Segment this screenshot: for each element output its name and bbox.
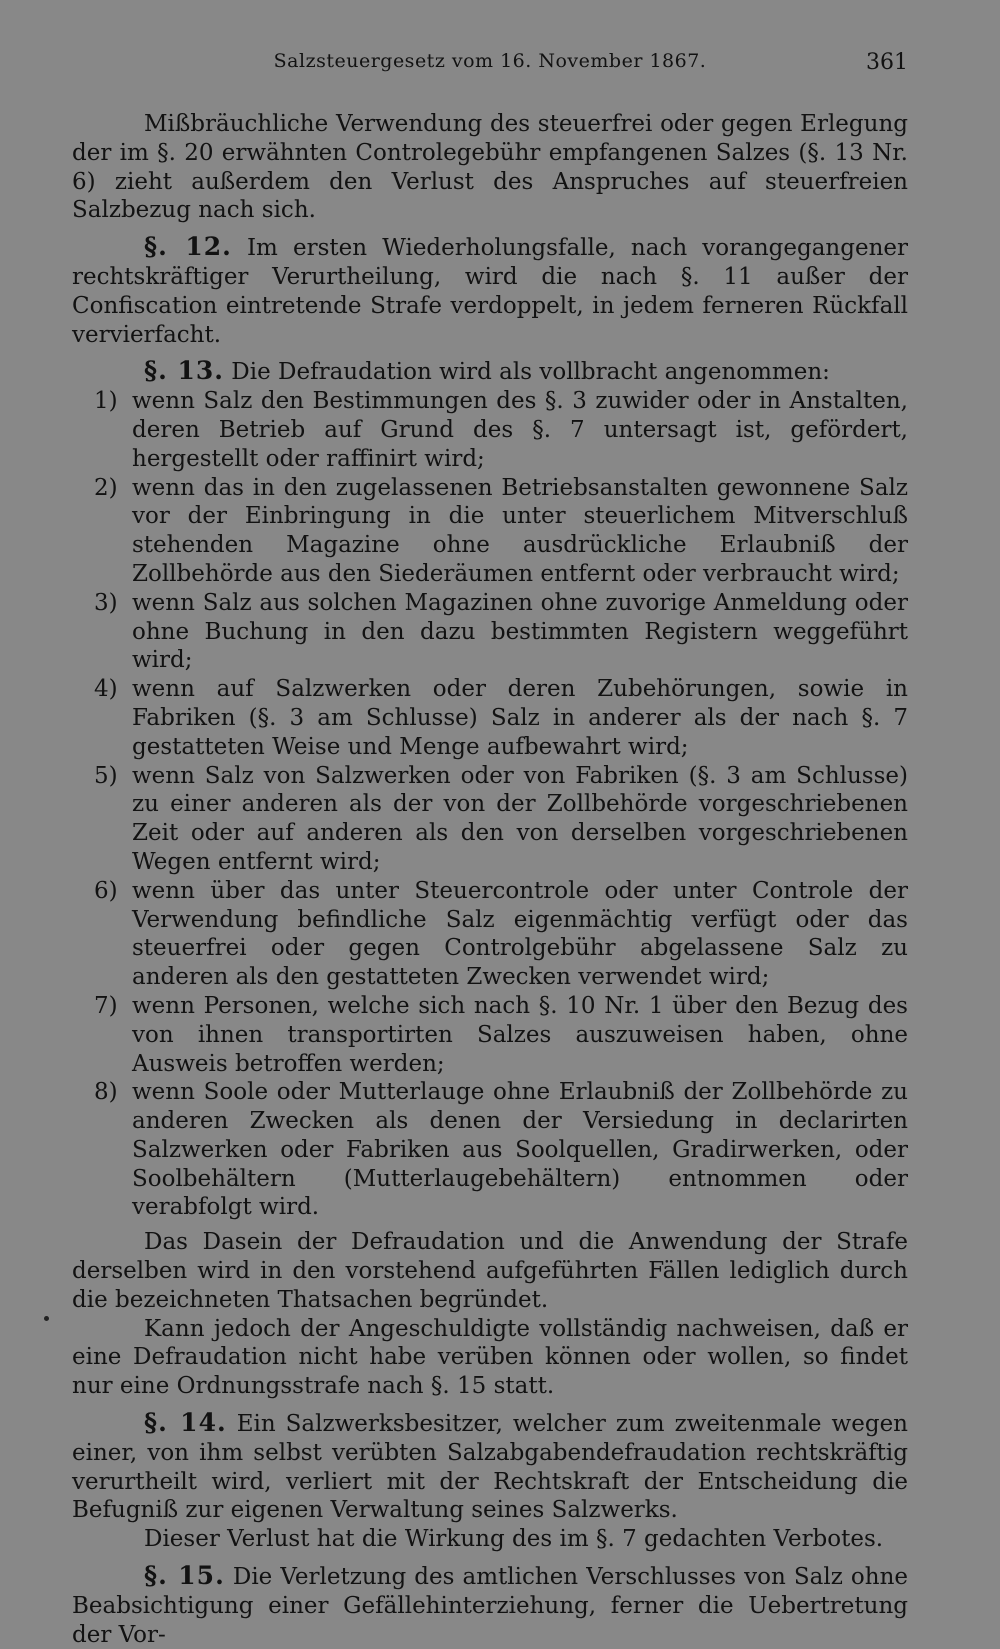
list-item-text: wenn Salz den Bestimmungen des §. 3 zuwider oder in Anstalten, deren Betrieb auf Grund des §. 7 untersagt ist, gefördert, hergestellt oder raffinirt wird;	[132, 388, 908, 472]
list-item	[72, 474, 908, 589]
section-13-followup-2: Kann jedoch der Angeschuldigte vollständig nachweisen, daß er eine Defraudation nicht habe verüben können oder wollen, so findet nur eine Ordnungsstrafe nach §. 15 statt.	[72, 1315, 908, 1400]
section-13	[72, 357, 908, 387]
section-12	[72, 233, 908, 349]
section-15-label: §. 15.	[144, 1561, 225, 1591]
list-item-number: 4)	[94, 676, 118, 703]
page-body	[72, 110, 908, 1649]
list-item-text: wenn Personen, welche sich nach §. 10 Nr. 1 über den Bezug des von ihnen transportirten Salzes auszuweisen haben, ohne Ausweis betroffen werden;	[132, 992, 908, 1077]
margin-mark	[44, 1316, 49, 1321]
intro-paragraph: Mißbräuchliche Verwendung des steuerfrei oder gegen Erlegung der im §. 20 erwähnten Controlegebühr empfangenen Salzes (§. 13 Nr. 6) zieht außerdem den Verlust des Anspruches auf steuerfreien Salzbezug nach sich.	[72, 111, 908, 224]
list-item-text: wenn Salz von Salzwerken oder von Fabriken (§. 3 am Schlusse) zu einer anderen als der von der Zollbehörde vorgeschriebenen Zeit oder auf anderen als den von derselben vorgeschriebenen Wegen entfernt wird;	[132, 762, 908, 875]
section-12-label: §. 12.	[144, 232, 232, 262]
list-item	[72, 387, 908, 473]
list-item	[72, 675, 908, 761]
section-13-list	[72, 387, 908, 1222]
list-item	[72, 992, 908, 1078]
section-14	[72, 1409, 908, 1525]
section-13-text: Die Defraudation wird als vollbracht angenommen:	[231, 359, 830, 386]
list-item-text: wenn Soole oder Mutterlauge ohne Erlaubniß der Zollbehörde zu anderen Zwecken als denen der Versiedung in declarirten Salzwerken oder Fabriken aus Soolquellen, Gradirwerken, oder Soolbehältern (Mutterlaugebehältern) entnommen oder verabfolgt wird.	[132, 1079, 908, 1221]
list-item-number: 3)	[94, 589, 118, 616]
section-13-followup-1: Das Dasein der Defraudation und die Anwendung der Strafe derselben wird in den vorstehend aufgeführten Fällen lediglich durch die bezeichneten Thatsachen begründet.	[72, 1229, 908, 1313]
section-12-text: Im ersten Wiederholungsfalle, nach vorangegangener rechtskräftiger Verurtheilung, wird die nach §. 11 außer der Confiscation eintretende Strafe verdoppelt, in jedem ferneren Rückfall vervierfacht.	[72, 235, 908, 348]
section-14-label: §. 14.	[144, 1408, 227, 1438]
section-14-followup: Dieser Verlust hat die Wirkung des im §. 7 gedachten Verbotes.	[144, 1526, 884, 1553]
list-item-text: wenn auf Salzwerken oder deren Zubehörungen, sowie in Fabriken (§. 3 am Schlusse) Salz in anderer als der nach §. 7 gestatteten Weise und Menge aufbewahrt wird;	[132, 676, 908, 760]
section-15	[72, 1562, 908, 1649]
list-item-number: 7)	[94, 992, 118, 1019]
list-item-number: 6)	[94, 877, 118, 904]
list-item-number: 5)	[94, 762, 118, 789]
list-item-number: 8)	[94, 1079, 118, 1106]
list-item-text: wenn Salz aus solchen Magazinen ohne zuvorige Anmeldung oder ohne Buchung in den dazu bestimmten Registern weggeführt wird;	[132, 589, 908, 674]
list-item-number: 2)	[94, 474, 118, 501]
list-item-number: 1)	[94, 388, 118, 415]
section-14-text: Ein Salzwerksbesitzer, welcher zum zweitenmale wegen einer, von ihm selbst verübten Salzabgabendefraudation rechtskräftig verurtheilt wird, verliert mit der Rechtskraft der Entscheidung die Befugniß zur eigenen Verwaltung seines Salzwerks.	[72, 1411, 908, 1524]
list-item	[72, 1078, 908, 1222]
section-13-label: §. 13.	[144, 356, 224, 386]
list-item	[72, 589, 908, 675]
list-item-text: wenn das in den zugelassenen Betriebsanstalten gewonnene Salz vor der Einbringung in die unter steuerlichem Mitverschluß stehenden Magazine ohne ausdrückliche Erlaubniß der Zollbehörde aus den Siederäumen entfernt oder verbraucht wird;	[132, 474, 908, 587]
list-item	[72, 877, 908, 992]
header-title: Salzsteuergesetz vom 16. November 1867.	[273, 50, 707, 72]
list-item-text: wenn über das unter Steuercontrole oder unter Controle der Verwendung befindliche Salz eigenmächtig verfügt oder das steuerfrei oder gegen Controlgebühr abgelassene Salz zu anderen als den gestatteten Zwecken verwendet wird;	[132, 877, 908, 991]
running-header	[72, 50, 908, 80]
page-number: 361	[866, 50, 908, 75]
list-item	[72, 762, 908, 877]
section-15-text: Die Verletzung des amtlichen Verschlusses von Salz ohne Beabsichtigung einer Gefällehinterziehung, ferner die Uebertretung der Vor-	[72, 1564, 909, 1648]
